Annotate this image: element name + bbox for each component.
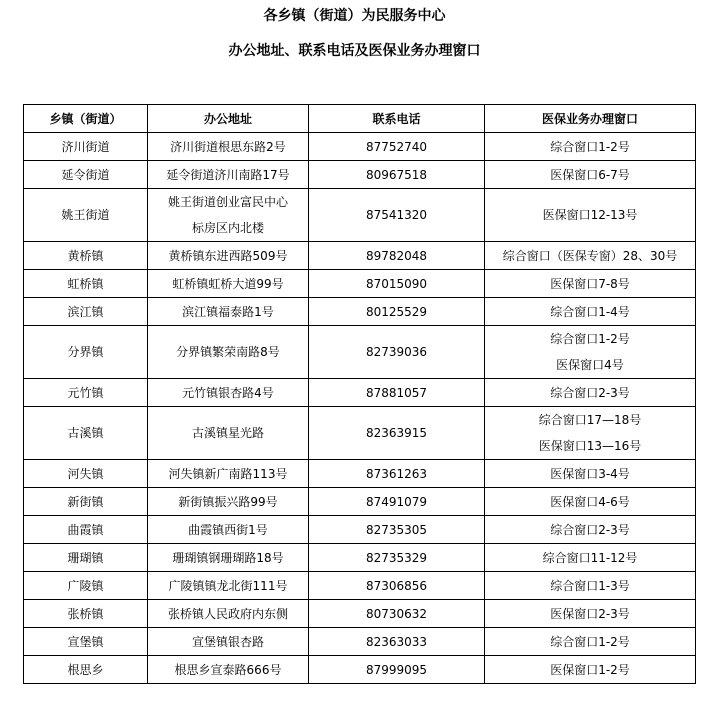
town-cell: 滨江镇 [24,298,148,326]
window-cell [485,460,696,488]
address-cell [148,270,309,298]
window-cell [485,544,696,572]
column-header-window: 医保业务办理窗口 [485,105,696,133]
window-cell [485,161,696,189]
phone-cell: 80967518 [309,161,485,189]
phone-cell: 89782048 [309,242,485,270]
address-line: 张桥镇人民政府内东侧 [167,606,288,621]
town-cell: 姚王街道 [24,189,148,242]
address-line: 黄桥镇东进西路509号 [168,248,288,263]
address-cell [148,161,309,189]
table-row [24,407,696,460]
window-cell [485,298,696,326]
town-cell: 曲霞镇 [24,516,148,544]
window-line: 综合窗口1-2号 [550,332,630,346]
window-cell [485,326,696,379]
phone-cell: 82735329 [309,544,485,572]
window-line: 医保窗口3-4号 [550,466,630,481]
window-cell [485,600,696,628]
address-cell [148,544,309,572]
phone-cell: 82735305 [309,516,485,544]
phone-cell: 87491079 [309,488,485,516]
window-line: 综合窗口1-2号 [550,634,630,649]
phone-cell: 82363915 [309,407,485,460]
town-cell: 珊瑚镇 [24,544,148,572]
phone-cell: 82739036 [309,326,485,379]
column-header-address: 办公地址 [148,105,309,133]
service-center-table [23,104,696,684]
address-line: 标房区内北楼 [191,221,264,235]
address-cell [148,189,309,242]
table-row [24,628,696,656]
page-title: 各乡镇（街道）为民服务中心 [263,8,446,24]
window-cell [485,242,696,270]
town-cell: 根思乡 [24,656,148,684]
window-cell [485,628,696,656]
table-row [24,326,696,379]
phone-cell: 87999095 [309,656,485,684]
window-line: 医保窗口12-13号 [542,208,638,222]
phone-cell: 87752740 [309,133,485,161]
window-line: 医保窗口6-7号 [550,167,630,182]
town-cell: 延令街道 [24,161,148,189]
table-body [24,133,696,684]
town-cell: 古溪镇 [24,407,148,460]
window-cell [485,488,696,516]
table-row [24,379,696,407]
window-cell [485,656,696,684]
table-row [24,600,696,628]
address-cell [148,628,309,656]
address-cell [148,460,309,488]
phone-cell: 87541320 [309,189,485,242]
address-cell [148,516,309,544]
address-cell [148,488,309,516]
phone-cell: 87881057 [309,379,485,407]
table-row [24,242,696,270]
town-cell: 张桥镇 [24,600,148,628]
address-cell [148,600,309,628]
town-cell: 元竹镇 [24,379,148,407]
window-line: 综合窗口11-12号 [542,550,638,565]
town-cell: 新街镇 [24,488,148,516]
address-line: 延令街道济川南路17号 [166,167,290,182]
address-cell [148,407,309,460]
table-row [24,270,696,298]
window-line: 综合窗口17—18号 [538,413,642,427]
table-row [24,656,696,684]
table-row [24,460,696,488]
address-cell [148,133,309,161]
address-line: 古溪镇星光路 [191,426,264,440]
column-header-phone: 联系电话 [309,105,485,133]
address-line: 元竹镇银杏路4号 [182,385,274,400]
window-line: 综合窗口（医保专窗）28、30号 [502,248,678,263]
phone-cell: 87306856 [309,572,485,600]
address-line: 曲霞镇西街1号 [188,522,268,537]
table-row [24,298,696,326]
window-cell [485,133,696,161]
address-line: 滨江镇福泰路1号 [182,304,274,319]
window-cell [485,189,696,242]
table-row [24,161,696,189]
town-cell: 济川街道 [24,133,148,161]
column-header-town: 乡镇（街道） [24,105,148,133]
table-row [24,516,696,544]
address-cell [148,242,309,270]
window-cell [485,270,696,298]
phone-cell: 87015090 [309,270,485,298]
table-row [24,133,696,161]
window-line: 综合窗口1-4号 [550,304,630,319]
window-cell [485,572,696,600]
address-line: 河失镇新广南路113号 [168,466,288,481]
phone-cell: 87361263 [309,460,485,488]
address-line: 新街镇振兴路99号 [178,494,278,509]
town-cell: 河失镇 [24,460,148,488]
table-row [24,544,696,572]
address-line: 宣堡镇银杏路 [191,634,264,649]
window-line: 综合窗口1-2号 [550,139,630,154]
town-cell: 黄桥镇 [24,242,148,270]
window-cell [485,379,696,407]
window-cell [485,407,696,460]
table-row [24,488,696,516]
page-subtitle: 办公地址、联系电话及医保业务办理窗口 [228,43,481,59]
window-line: 医保窗口13—16号 [538,439,642,453]
address-line: 虹桥镇虹桥大道99号 [172,276,284,291]
phone-cell: 82363033 [309,628,485,656]
window-line: 医保窗口1-2号 [550,662,630,677]
address-line: 分界镇繁荣南路8号 [176,345,280,359]
window-cell [485,516,696,544]
address-line: 姚王街道创业富民中心 [167,195,288,209]
window-line: 综合窗口2-3号 [550,522,630,537]
address-cell [148,326,309,379]
table-header-row [24,105,696,133]
window-line: 医保窗口2-3号 [550,606,630,621]
window-line: 医保窗口4-6号 [550,494,630,509]
window-line: 医保窗口7-8号 [550,276,630,291]
town-cell: 宣堡镇 [24,628,148,656]
phone-cell: 80730632 [309,600,485,628]
address-cell [148,572,309,600]
town-cell: 分界镇 [24,326,148,379]
address-line: 根思乡宣泰路666号 [174,662,282,677]
window-line: 综合窗口2-3号 [550,385,630,400]
address-cell [148,656,309,684]
town-cell: 广陵镇 [24,572,148,600]
address-cell [148,298,309,326]
phone-cell: 80125529 [309,298,485,326]
address-cell [148,379,309,407]
table-row [24,189,696,242]
window-line: 综合窗口1-3号 [550,578,630,593]
address-line: 济川街道根思东路2号 [170,139,286,154]
window-line: 医保窗口4号 [556,358,624,372]
table-row [24,572,696,600]
town-cell: 虹桥镇 [24,270,148,298]
address-line: 广陵镇镇龙北街111号 [168,578,288,593]
address-line: 珊瑚镇钢珊瑚路18号 [172,550,284,565]
